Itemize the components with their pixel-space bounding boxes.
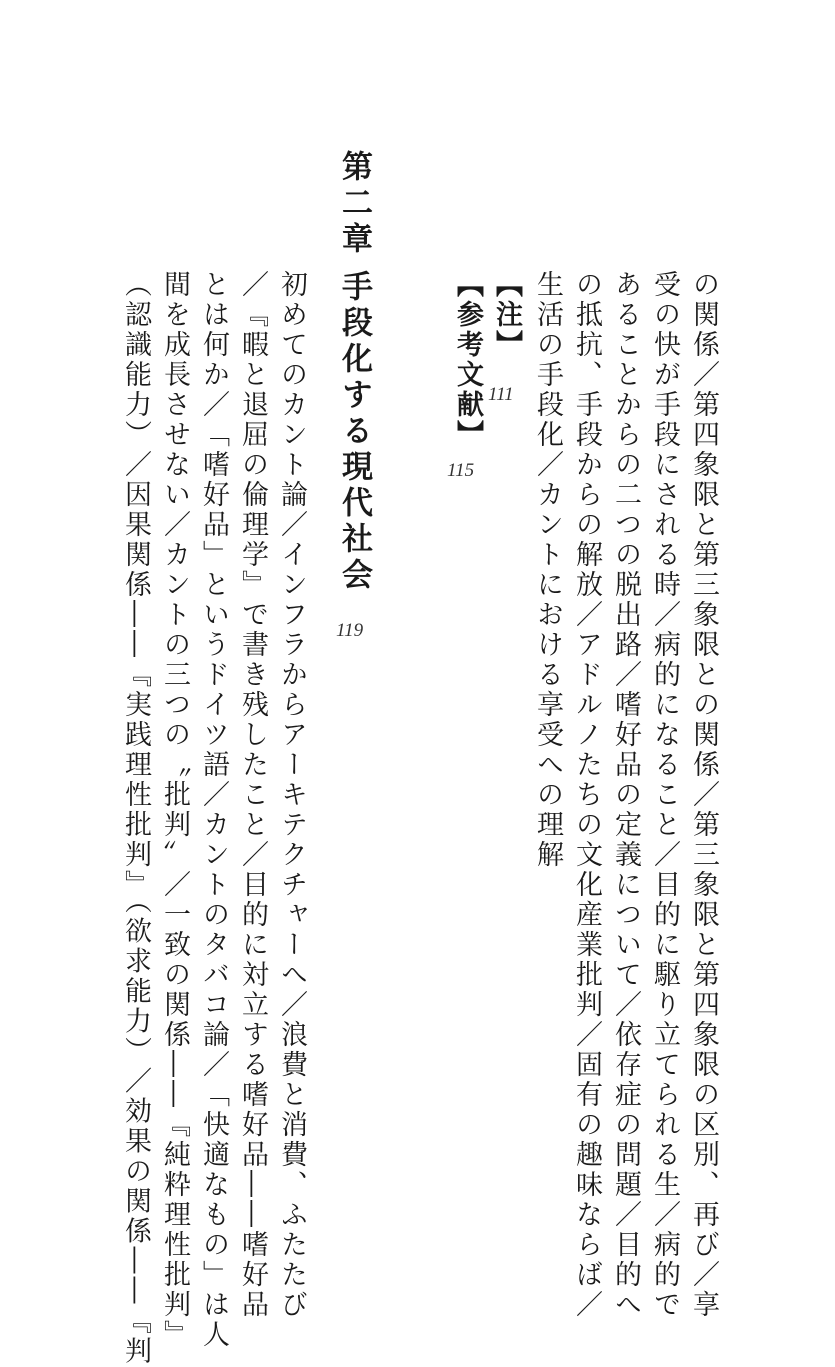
contents-line-1: の関係／第四象限と第三象限との関係／第三象限と第四象限の区別、再び／享 [688,270,719,1320]
references-page-number: 115 [447,460,475,481]
contents-line-5: 生活の手段化／カントにおける享受への理解 [532,270,563,870]
contents-line-4: の抵抗、手段からの解放／アドルノたちの文化産業批判／固有の趣味ならば／ [571,270,602,1320]
chapter-number: 第二章 [336,150,372,258]
notes-heading: 【注】 [491,270,522,360]
chapter2-line-5: （認識能力）／因果関係――『実践理性批判』（欲求能力）／効果の関係――『判 [120,270,151,1367]
chapter2-line-1: 初めてのカント論／インフラからアーキテクチャーへ／浪費と消費、ふたたび [276,270,307,1320]
chapter2-line-3: とは何か／「嗜好品」というドイツ語／カントのタバコ論／「快適なもの」は人 [198,270,229,1350]
references-heading: 【参考文献】 [452,270,483,450]
chapter-page-number: 119 [336,620,364,641]
notes-page-number: 111 [488,384,514,405]
contents-line-3: あることからの二つの脱出路／嗜好品の定義について／依存症の問題／目的へ [610,270,641,1320]
chapter2-line-2: ／『暇と退屈の倫理学』で書き残したこと／目的に対立する嗜好品――嗜好品 [237,270,268,1320]
chapter-title: 手段化する現代社会 [336,270,372,594]
contents-line-2: 受の快が手段にされる時／病的になること／目的に駆り立てられる生／病的で [649,270,680,1320]
chapter2-line-4: 間を成長させない／カントの三つの〝批判〟／一致の関係――『純粋理性批判』 [159,270,190,1350]
